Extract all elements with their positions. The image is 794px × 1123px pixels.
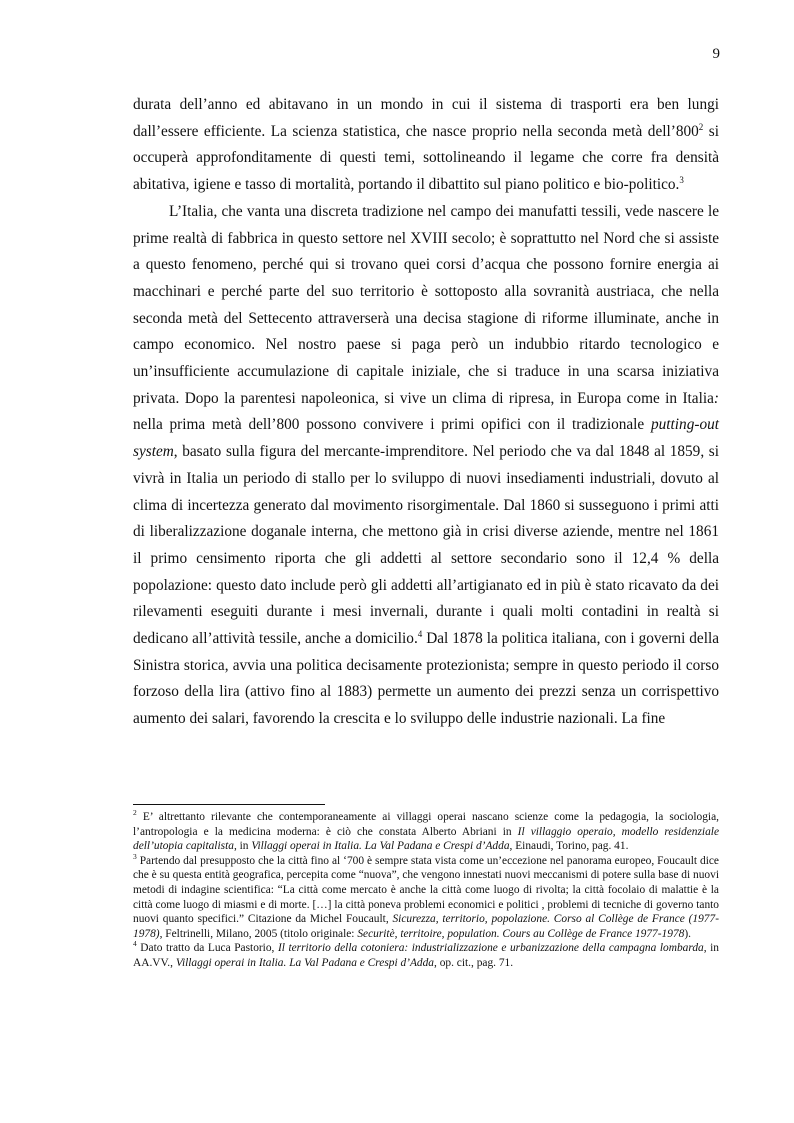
italic-text: Sicurezza, territorio, popolazione. Corso al Collège de France (1977-1978): [133, 913, 719, 940]
text-run: L’Italia, che vanta una discreta tradizione nel campo dei manufatti tessili, vede nascere le prime realtà di fabbrica in questo settore nel XVIII secolo; è soprattutto nel Nord che si assiste a questo fenomeno, perché qui si trovano quei corsi d’acqua che possono fornire energia ai macchinari e perché parte del suo territorio è sottoposto alla sovranità austriaca, che nella seconda metà del Settecento attraverserà una decisa stagione di riforme illuminate, anche in campo economico. Nel nostro paese si paga però un indubbio ritardo tecnologico e un’insufficiente accumulazione di capitale iniziale, che si traduce in una scarsa iniziativa privata. Dopo la parentesi napoleonica, si vive un clima di ripresa, in Europa come in Italia: [133, 202, 719, 407]
paragraph: [133, 199, 719, 733]
italic-text: Villaggi operai in Italia. La Val Padana e Crespi d’Adda: [175, 956, 435, 969]
footnote-ref: 4: [417, 628, 423, 639]
text-run: E’ altrettanto rilevante che contemporaneamente ai villaggi operai nascano scienze come la pedagogia, la sociologia, l’antropologia e la medicina moderna: è ciò che constata Alberto Abriani in: [133, 811, 719, 838]
footnote-separator: [133, 804, 325, 805]
text-run: Dato tratto da Luca Pastorio,: [136, 942, 278, 955]
text-run: si occuperà approfonditamente di questi temi, sottolineando il legame che corre fra densità abitativa, igiene e tasso di mortalità, portando il dibattito sul piano politico e bio-politico.: [133, 122, 719, 194]
text-run: , in: [233, 840, 252, 853]
italic-text: putting-out system: [133, 416, 719, 461]
page-number: 9: [712, 46, 720, 62]
text-run: Dal 1878 la politica italiana, con i governi della Sinistra storica, avvia una politica decisamente protezionista; sempre in questo periodo il corso forzoso della lira (attivo fino al 1883) permette un aumento dei prezzi senza un corrispettivo aumento dei salari, favorendo la crescita e lo sviluppo delle industrie nazionali. La fine: [133, 630, 719, 728]
text-run: durata dell’anno ed abitavano in un mondo in cui il sistema di trasporti era ben lungi dall’essere efficiente. La scienza statistica, che nasce proprio nella seconda metà dell’800: [133, 96, 719, 140]
footnote: [133, 941, 719, 970]
body-text: [133, 92, 719, 733]
text-run: nella prima metà dell’800 possono convivere i primi opifici con il tradizionale: [133, 416, 651, 434]
italic-text: Il territorio della cotoniera: industrializzazione e urbanizzazione della campagna lombarda: [277, 942, 704, 955]
italic-text: :: [713, 389, 719, 407]
footnote-ref: 3: [133, 851, 137, 861]
italic-text: Il villaggio operaio, modello residenziale dell’utopia capitalista: [133, 825, 719, 853]
text-run: Partendo dal presupposto che la città fino al ‘700 è sempre stata vista come un’eccezione nel panorama europeo, Foucault dice che è su questa entità geografica, percepita come “nuova”, che vengono innestati nuovi meccanismi di potere sulla base di nuovi metodi di indagine scientifica: “La città come mercato è anche la città come luogo di rivolta; la città focolaio di malattie è la città come luogo di miasmi e di morte. […] la città poneva problemi economici e politici , problemi di tecniche di governo tanto nuovi quanto specifici.” Citazione da Michel Foucault,: [133, 854, 719, 926]
footnote-ref: 4: [133, 939, 137, 949]
italic-text: Villaggi operai in Italia. La Val Padana e Crespi d’Adda: [251, 840, 510, 853]
footnote: [133, 851, 719, 942]
text-run: , Feltrinelli, Milano, 2005 (titolo originale:: [159, 927, 358, 940]
text-run: ).: [684, 927, 691, 940]
text-run: , Einaudi, Torino, pag. 41.: [509, 840, 629, 853]
text-run: , in AA.VV.,: [133, 942, 719, 969]
footnote-ref: 3: [679, 175, 684, 186]
text-run: , basato sulla figura del mercante-imprenditore. Nel periodo che va dal 1848 al 1859, si vivrà in Italia un periodo di stallo per lo sviluppo di nuovi insediamenti industriali, dovuto al clima di incertezza generato dal movimento risorgimentale. Dal 1860 si susseguono i primi atti di liberalizzazione doganale interna, che mettono già in crisi diverse aziende, mentre nel 1861 il primo censimento riporta che gli addetti al settore secondario sono il 12,4 % della popolazione: questo dato include però gli addetti all’artigianato ed in più è stato ricavato da dei rilevamenti eseguiti durante i mesi invernali, durante i quali molti contadini in realtà si dedicano all’attività tessile, anche a domicilio.: [133, 443, 719, 648]
text-run: , op. cit., pag. 71.: [434, 956, 514, 969]
italic-text: Securitè, territoire, population. Cours au Collège de France 1977-1978: [357, 927, 685, 940]
footnote-ref: 2: [133, 808, 137, 818]
paragraph: [133, 92, 719, 199]
footnote-ref: 2: [698, 121, 704, 132]
footnotes: [133, 810, 719, 971]
footnote: [133, 810, 719, 854]
